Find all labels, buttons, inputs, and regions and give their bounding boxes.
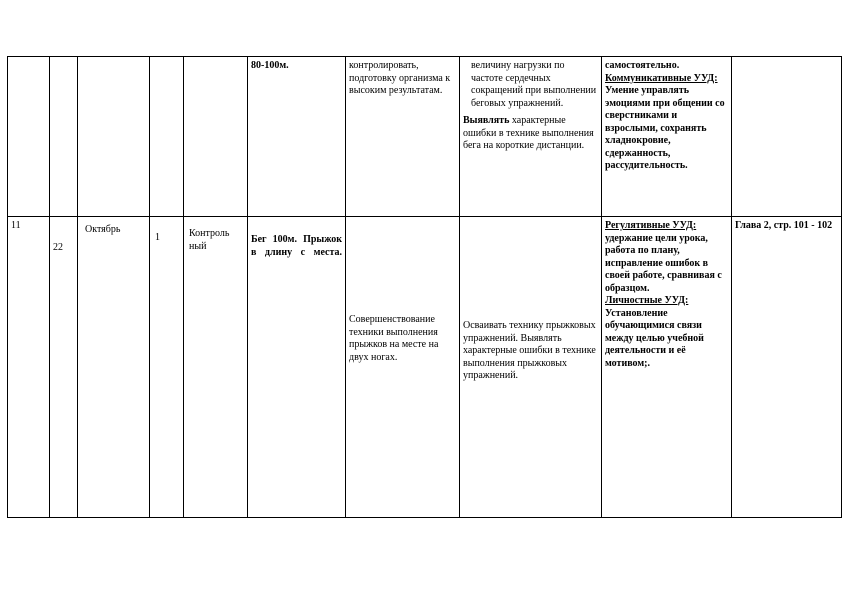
cell-lesson (50, 57, 78, 217)
lesson-type: Контроль ный (189, 228, 230, 252)
cell-content (346, 217, 460, 518)
cell-content (346, 57, 460, 217)
cell-activity (460, 217, 602, 518)
cell-number (8, 217, 50, 518)
cell-number (8, 57, 50, 217)
table-row (8, 217, 842, 518)
cell-month (78, 217, 150, 518)
activity-text: величину нагрузки по частоте сердечных сокращений при выполнении беговых упражнений. (471, 60, 597, 109)
uud-regulative: Регулятивные УУД: удержание цели урока, работа по плану, исправление ошибок в своей работе, сравнивая с образцом. (605, 220, 722, 294)
cell-uud (602, 57, 732, 217)
uud-text: самостоятельно. (605, 60, 680, 71)
cell-month (78, 57, 150, 217)
content-text: Совершенствование техники выполнения прыжков на месте на двух ногах. (349, 314, 439, 363)
month: Октябрь (85, 224, 121, 235)
table-row (8, 57, 842, 217)
cell-hours (150, 57, 184, 217)
lesson-number: 22 (53, 242, 63, 253)
cell-type (184, 217, 248, 518)
content-text: контролировать, подготовку организма к высоким результатам. (349, 60, 451, 96)
lesson-plan-table (7, 56, 842, 518)
cell-activity (460, 57, 602, 217)
cell-topic (248, 217, 346, 518)
cell-hours (150, 217, 184, 518)
topic-text: 80-100м. (251, 60, 289, 71)
hours: 1 (155, 232, 160, 243)
uud-personal: Личностные УУД: Установление обучающимися связи между целью учебной деятельности и её мотивом;. (605, 295, 704, 369)
cell-homework (732, 57, 842, 217)
uud-communicative: Коммуникативные УУД: Умение управлять эмоциями при общении со сверстниками и взрослыми, сохранять хладнокровие, сдержанность, рассудительность. (605, 72, 725, 171)
topic-text: Бег 100м. Прыжок в длину с места. (251, 234, 342, 258)
activity-text: Осваивать технику прыжковых упражнений. Выявлять характерные ошибки в технике выполнения прыжковых упражнений. (463, 320, 596, 381)
cell-topic (248, 57, 346, 217)
cell-uud (602, 217, 732, 518)
cell-homework (732, 217, 842, 518)
activity-text-2: Выявлять характерные ошибки в технике выполнения бега на короткие дистанции. (463, 115, 594, 151)
homework-text: Глава 2, стр. 101 - 102 (735, 220, 833, 231)
cell-type (184, 57, 248, 217)
row-number: 11 (11, 220, 21, 231)
cell-lesson (50, 217, 78, 518)
